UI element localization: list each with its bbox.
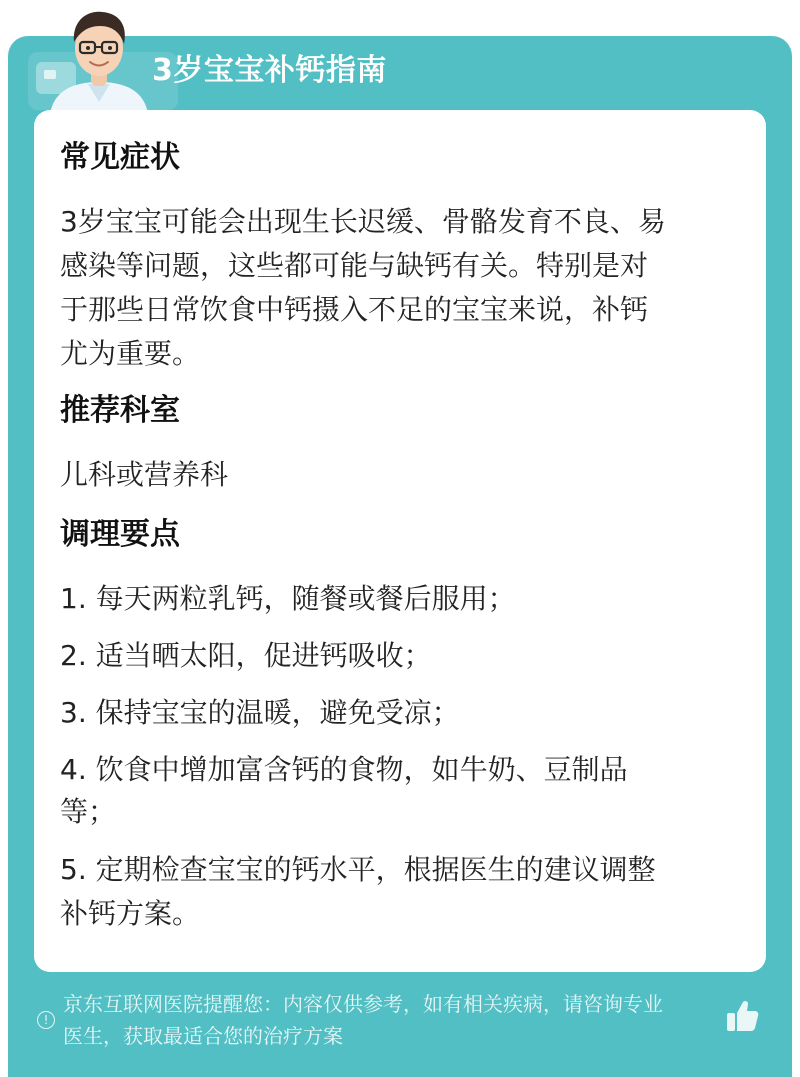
thumbs-up-icon[interactable]	[724, 998, 760, 1034]
care-tip-4-line-2: 等；	[60, 795, 117, 828]
care-tip-5-line-2: 补钙方案。	[60, 897, 201, 930]
section-heading-care-tips: 调理要点	[60, 517, 180, 552]
disclaimer-line-1: 京东互联网医院提醒您：内容仅供参考，如有相关疾病，请咨询专业	[63, 992, 663, 1016]
care-tip-3: 3. 保持宝宝的温暖，避免受凉；	[60, 696, 460, 729]
disclaimer-line-2: 医生，获取最适合您的治疗方案	[63, 1024, 343, 1048]
symptoms-line-3: 于那些日常饮食中钙摄入不足的宝宝来说，补钙	[60, 293, 649, 326]
symptoms-line-2: 感染等问题，这些都可能与缺钙有关。特别是对	[60, 249, 649, 282]
footer-disclaimer	[63, 988, 728, 1052]
content-card	[34, 110, 766, 972]
symptoms-line-4: 尤为重要。	[60, 337, 201, 370]
page-title: 3岁宝宝补钙指南	[152, 53, 387, 88]
section-heading-symptoms: 常见症状	[60, 140, 180, 175]
department-text: 儿科或营养科	[60, 458, 229, 491]
care-tip-4-line-1: 4. 饮食中增加富含钙的食物，如牛奶、豆制品	[60, 753, 628, 786]
info-icon: !	[37, 1011, 55, 1029]
care-tip-1: 1. 每天两粒乳钙，随餐或餐后服用；	[60, 582, 516, 615]
doctor-avatar	[44, 2, 154, 114]
care-tip-5-line-1: 5. 定期检查宝宝的钙水平，根据医生的建议调整	[60, 853, 656, 886]
section-heading-department: 推荐科室	[60, 393, 180, 428]
symptoms-line-1: 3岁宝宝可能会出现生长迟缓、骨骼发育不良、易	[60, 205, 666, 238]
care-tip-2: 2. 适当晒太阳，促进钙吸收；	[60, 639, 432, 672]
